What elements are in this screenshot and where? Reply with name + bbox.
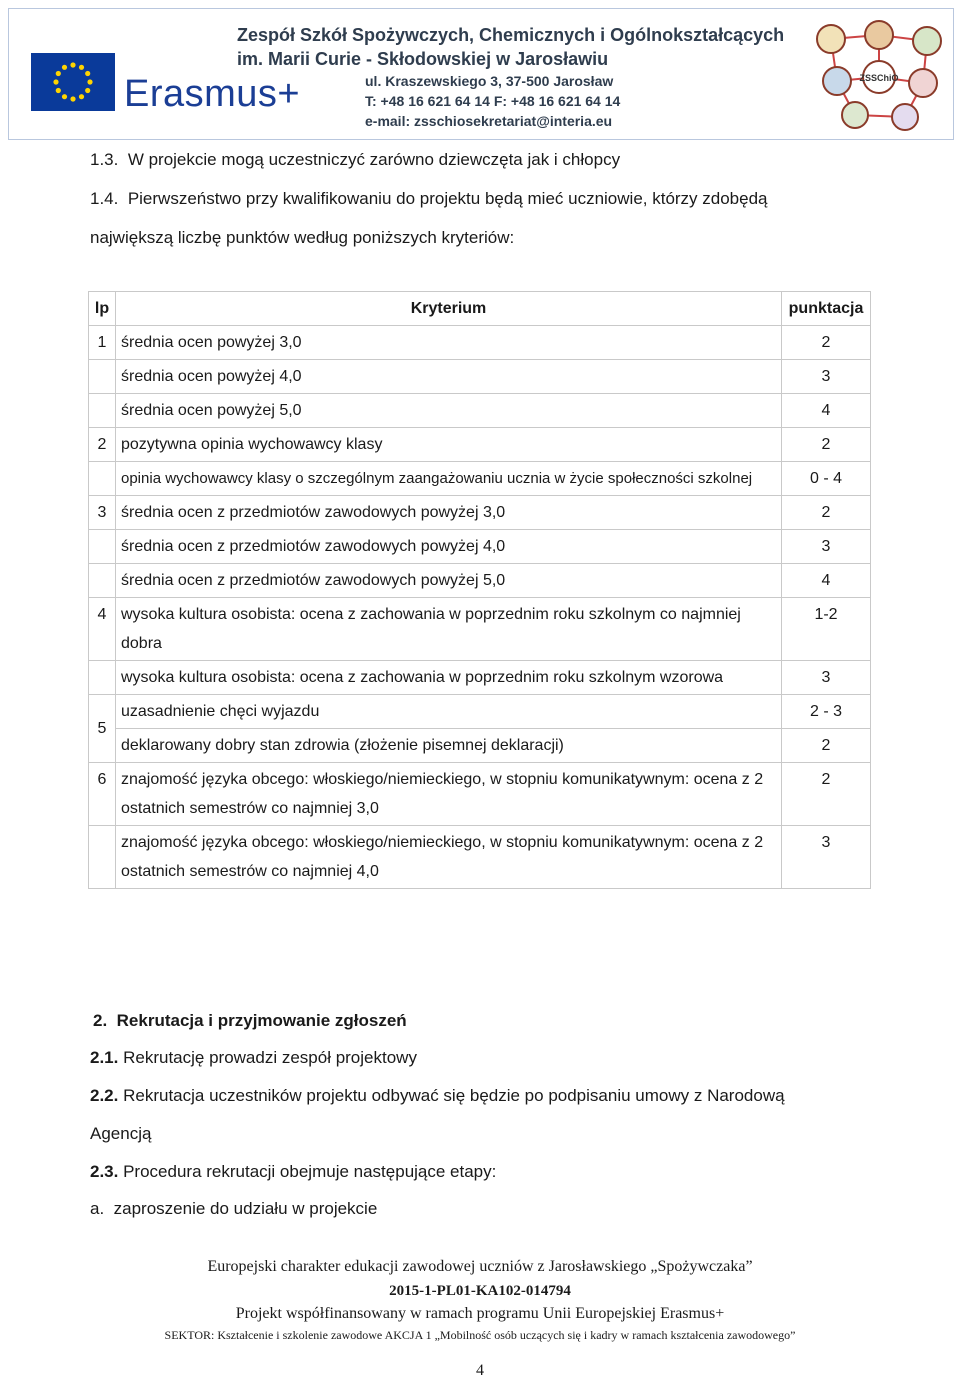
- row-criterion: średnia ocen powyżej 5,0: [116, 394, 782, 428]
- row-points: 3: [782, 360, 871, 394]
- row-criterion: znajomość języka obcego: włoskiego/niemieckiego, w stopniu komunikatywnym: ocena z 2 ostatnich semestrów co najmniej 3,0: [116, 763, 782, 826]
- table-row: [89, 564, 871, 598]
- erasmus-logo-text: Erasmus+: [124, 73, 301, 115]
- paragraph-2-1: [90, 1048, 417, 1068]
- paragraph-2-2: [90, 1086, 785, 1106]
- row-points: 2 - 3: [782, 695, 871, 729]
- paragraph-number: 2.2.: [90, 1086, 119, 1105]
- paragraph-2-2-continued: Agencją: [90, 1124, 152, 1143]
- row-lp: [89, 530, 116, 564]
- row-criterion: opinia wychowawcy klasy o szczególnym zaangażowaniu ucznia w życie społeczności szkolnej: [116, 462, 782, 496]
- row-lp: 4: [89, 598, 116, 661]
- table-header-row: [89, 292, 871, 326]
- paragraph-text: Procedura rekrutacji obejmuje następujące etapy:: [123, 1162, 497, 1181]
- row-points: 2: [782, 326, 871, 360]
- school-phone-fax: T: +48 16 621 64 14 F: +48 16 621 64 14: [365, 93, 621, 109]
- page-number: 4: [476, 1362, 484, 1379]
- paragraph-1-4-continued: największą liczbę punktów według poniższych kryteriów:: [90, 228, 515, 247]
- paragraph-text: Rekrutację prowadzi zespół projektowy: [123, 1048, 417, 1067]
- footer-sector: SEKTOR: Kształcenie i szkolenie zawodowe AKCJA 1 „Mobilność osób uczących się i kadry w ramach kształcenia zawodowego”: [164, 1328, 796, 1342]
- paragraph-1-3: [90, 150, 620, 170]
- school-logo-text: ZSSChiO: [859, 73, 899, 83]
- table-row: [89, 496, 871, 530]
- paragraph-number: 1.3.: [90, 150, 119, 169]
- row-lp: [89, 826, 116, 889]
- row-criterion: wysoka kultura osobista: ocena z zachowania w poprzednim roku szkolnym co najmniej dobra: [116, 598, 782, 661]
- paragraph-number: 2.1.: [90, 1048, 119, 1067]
- paragraph-number: 2.3.: [90, 1162, 119, 1181]
- paragraph-text: Pierwszeństwo przy kwalifikowaniu do projektu będą mieć uczniowie, którzy zdobędą: [127, 189, 768, 208]
- row-criterion: średnia ocen powyżej 4,0: [116, 360, 782, 394]
- paragraph-a: [90, 1199, 377, 1219]
- header-points: punktacja: [782, 292, 871, 326]
- table-row: [89, 394, 871, 428]
- table-row: [89, 326, 871, 360]
- row-points: 2: [782, 729, 871, 763]
- row-points: 3: [782, 661, 871, 695]
- row-points: 2: [782, 763, 871, 826]
- header-criterion: Kryterium: [116, 292, 782, 326]
- row-lp: 3: [89, 496, 116, 530]
- table-row: [89, 695, 871, 729]
- row-points: 2: [782, 496, 871, 530]
- school-logo-cluster-icon: [809, 15, 951, 133]
- header-lp: lp: [89, 292, 116, 326]
- paragraph-1-4: [90, 189, 768, 209]
- table-row: [89, 360, 871, 394]
- eu-stars-icon: [31, 53, 115, 111]
- school-email: e-mail: zsschiosekretariat@interia.eu: [365, 113, 613, 129]
- row-criterion: średnia ocen z przedmiotów zawodowych powyżej 5,0: [116, 564, 782, 598]
- footer-project-number: 2015-1-PL01-KA102-014794: [389, 1283, 571, 1299]
- paragraph-text: Rekrutacja uczestników projektu odbywać się będzie po podpisaniu umowy z Narodową: [123, 1086, 785, 1105]
- section-2-heading: [93, 1011, 407, 1031]
- school-address: ul. Kraszewskiego 3, 37-500 Jarosław: [365, 73, 614, 89]
- section-title: Rekrutacja i przyjmowanie zgłoszeń: [116, 1011, 407, 1030]
- school-info: [237, 23, 785, 131]
- table-row: [89, 661, 871, 695]
- table-row: [89, 428, 871, 462]
- row-lp: 6: [89, 763, 116, 826]
- table-row: [89, 826, 871, 889]
- row-criterion: wysoka kultura osobista: ocena z zachowania w poprzednim roku szkolnym wzorowa: [116, 661, 782, 695]
- row-lp: [89, 462, 116, 496]
- section-number: 2.: [93, 1011, 108, 1030]
- school-name-line1: Zespół Szkół Spożywczych, Chemicznych i Ogólnokształcących: [237, 25, 785, 45]
- row-criterion: znajomość języka obcego: włoskiego/niemieckiego, w stopniu komunikatywnym: ocena z 2 ostatnich semestrów co najmniej 4,0: [116, 826, 782, 889]
- row-lp: 2: [89, 428, 116, 462]
- row-criterion: uzasadnienie chęci wyjazdu: [116, 695, 782, 729]
- row-points: 2: [782, 428, 871, 462]
- letterhead: [8, 8, 954, 140]
- table-row: [89, 763, 871, 826]
- row-lp: [89, 661, 116, 695]
- row-points: 3: [782, 826, 871, 889]
- row-criterion: średnia ocen z przedmiotów zawodowych powyżej 4,0: [116, 530, 782, 564]
- row-lp: [89, 564, 116, 598]
- row-points: 3: [782, 530, 871, 564]
- row-lp: 5: [89, 695, 116, 763]
- row-criterion: deklarowany dobry stan zdrowia (złożenie pisemnej deklaracji): [116, 729, 782, 763]
- footer: [0, 1254, 960, 1344]
- row-criterion: średnia ocen powyżej 3,0: [116, 326, 782, 360]
- row-points: 4: [782, 394, 871, 428]
- table-row: [89, 729, 871, 763]
- footer-cofinancing: Projekt współfinansowany w ramach programu Unii Europejskiej Erasmus+: [235, 1305, 725, 1322]
- paragraph-text: W projekcie mogą uczestniczyć zarówno dziewczęta jak i chłopcy: [127, 150, 621, 169]
- table-row: [89, 598, 871, 661]
- paragraph-number: 1.4.: [90, 189, 119, 208]
- row-criterion: pozytywna opinia wychowawcy klasy: [116, 428, 782, 462]
- paragraph-2-3: [90, 1162, 496, 1182]
- row-points: 4: [782, 564, 871, 598]
- row-points: 0 - 4: [782, 462, 871, 496]
- table-row: [89, 530, 871, 564]
- row-criterion: średnia ocen z przedmiotów zawodowych powyżej 3,0: [116, 496, 782, 530]
- school-name-line2: im. Marii Curie - Skłodowskiej w Jarosławiu: [237, 49, 609, 69]
- row-lp: [89, 360, 116, 394]
- criteria-table: [88, 291, 871, 889]
- table-row: [89, 462, 871, 496]
- row-lp: 1: [89, 326, 116, 360]
- row-lp: [89, 394, 116, 428]
- eu-flag-icon: [31, 53, 115, 111]
- row-points: 1-2: [782, 598, 871, 661]
- footer-project-title: Europejski charakter edukacji zawodowej uczniów z Jarosławskiego „Spożywczaka”: [207, 1258, 753, 1275]
- list-text: zaproszenie do udziału w projekcie: [113, 1199, 378, 1218]
- list-marker: a.: [90, 1199, 105, 1218]
